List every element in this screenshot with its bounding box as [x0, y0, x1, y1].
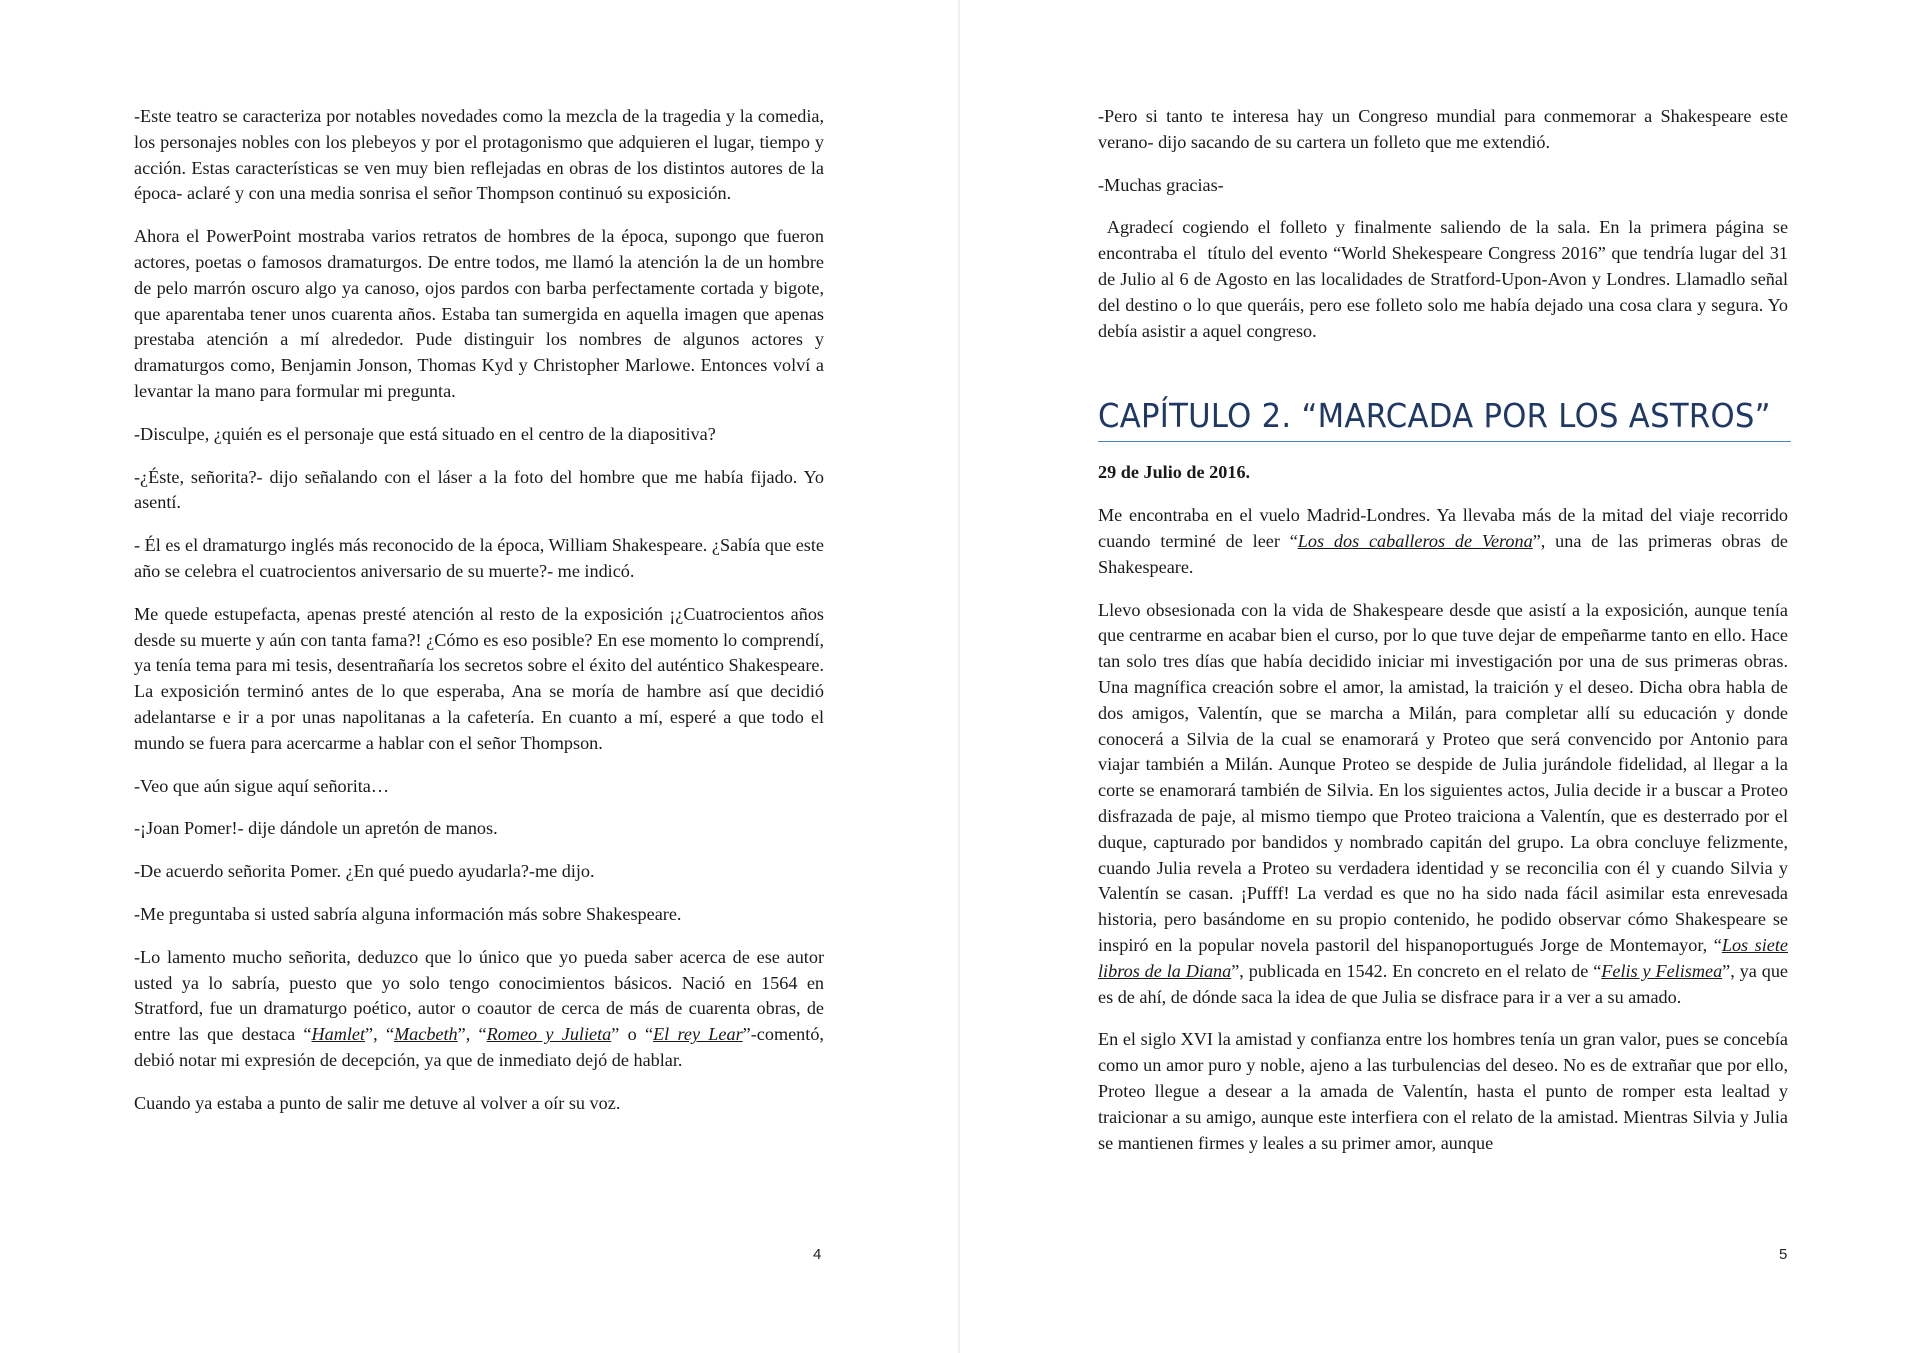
text-run: ”, ya que es de ahí, de dónde saca la idea de que Julia se disfrace para ir a ver a su amado.: [1098, 960, 1788, 1007]
text-run: ”, una de las primeras obras de Shakespeare.: [1098, 530, 1788, 577]
text-run: ”, “: [365, 1024, 395, 1045]
work-title-verona: Los dos caballeros de Verona: [1297, 530, 1533, 551]
work-title-lear: El rey Lear: [653, 1024, 743, 1045]
right-text-column: [1098, 104, 1793, 1173]
paragraph: Agradecí cogiendo el folleto y finalmente saliendo de la sala. En la primera página se encontraba el título del evento “World Shekespeare Congress 2016” que tendría lugar del 31 de Julio al 6 de Agosto en las localidades de Stratford-Upon-Avon y Londres. Llamadlo señal del destino o lo que queráis, pero ese folleto solo me había dejado una cosa clara y segura. Yo debía asistir a aquel congreso.: [1098, 217, 1793, 341]
paragraph: Cuando ya estaba a punto de salir me detuve al volver a oír su voz.: [134, 1092, 621, 1113]
work-title-macbeth: Macbeth: [394, 1024, 458, 1045]
text-run: Me encontraba en el vuelo Madrid-Londres. Ya llevaba más de la mitad del viaje recorrido cuando terminé de leer “: [1098, 505, 1788, 551]
text-run: ”, publicada en 1542. En concreto en el relato de “: [1231, 960, 1602, 981]
text-run: ”, “: [457, 1024, 487, 1045]
paragraph: -Pero si tanto te interesa hay un Congreso mundial para conmemorar a Shakespeare este verano- dijo sacando de su cartera un folleto que me extendió.: [1098, 106, 1788, 152]
chapter-date: 29 de Julio de 2016.: [1098, 462, 1251, 483]
paragraph: -Me preguntaba si usted sabría alguna información más sobre Shakespeare.: [134, 903, 682, 924]
paragraph: -Este teatro se caracteriza por notables novedades como la mezcla de la tragedia y la comedia, los personajes nobles con los plebeyos y por el protagonismo que adquieren el lugar, tiempo y acción. Estas características se ven muy bien reflejadas en obras de los distintos autores de la época- aclaré y con una media sonrisa el señor Thompson continuó su exposición.: [134, 106, 824, 204]
paragraph: Ahora el PowerPoint mostraba varios retratos de hombres de la época, supongo que fueron actores, poetas o famosos dramaturgos. De entre todos, me llamó la atención la de un hombre de pelo marrón oscuro algo ya canoso, ojos pardos con barba perfectamente cortada y bigote, que aparentaba tener unos cuarenta años. Estaba tan sumergida en aquella imagen que apenas prestaba atención a mí alrededor. Pude distinguir los nombres de algunos actores y dramaturgos como, Benjamin Jonson, Thomas Kyd y Christopher Marlowe. Entonces volví a levantar la mano para formular mi pregunta.: [134, 226, 824, 401]
text-run: -Lo lamento mucho señorita, deduzco que lo único que yo pueda saber acerca de ese autor usted ya lo sabría, puesto que yo solo tengo conocimientos básicos. Nació en 1564 en Stratford, fue un dramaturgo poético, autor o coautor de cerca de más de cuarenta obras, de entre las que destaca “: [134, 946, 824, 1045]
text-run: ”-comentó, debió notar mi expresión de decepción, ya que de inmediato dejó de hablar.: [134, 1024, 824, 1070]
page-right: [960, 0, 1920, 1353]
paragraph: -De acuerdo señorita Pomer. ¿En qué puedo ayudarla?-me dijo.: [134, 861, 595, 882]
paragraph: -¡Joan Pomer!- dije dándole un apretón de manos.: [134, 818, 498, 839]
paragraph-summary: [1098, 598, 1788, 1011]
paragraph: -¿Éste, señorita?- dijo señalando con el láser a la foto del hombre que me había fijado. Yo asentí.: [134, 466, 824, 513]
page-number: 5: [1779, 1246, 1788, 1263]
paragraph-flight: [1098, 503, 1788, 580]
left-text-column: [134, 104, 824, 1134]
paragraph: -Veo que aún sigue aquí señorita…: [134, 775, 390, 796]
paragraph: -Disculpe, ¿quién es el personaje que está situado en el centro de la diapositiva?: [134, 423, 716, 444]
work-title-romeo: Romeo y Julieta: [486, 1024, 612, 1045]
page-number: 4: [813, 1246, 822, 1263]
work-title-diana: Los siete libros de la Diana: [1098, 934, 1788, 981]
text-run: Llevo obsesionada con la vida de Shakespeare desde que asistí a la exposición, aunque tenía que centrarme en acabar bien el curso, por lo que tuve dejar de empeñarme tanto en ello. Hace tan solo tres días que había decidido iniciar mi investigación por una de sus primeras obras. Una magnífica creación sobre el amor, la amistad, la traición y el deseo. Dicha obra habla de dos amigos, Valentín, que se marcha a Milán, para completar allí su educación y donde conocerá a Silvia de la cual se enamorará y Proteo que será convencido por Antonio para viajar también a Milán. Aunque Proteo se despide de Julia jurándole fidelidad, al llegar a la corte se enamorará también de Silvia. En los siguientes actos, Julia decide ir a buscar a Proteo disfrazada de paje, al mismo tiempo que Proteo traiciona a Valentín, que es desterrado por el duque, capturado por bandidos y nombrado capitán del grupo. La obra concluye felizmente, cuando Julia revela a Proteo su verdadera identidad y se reconcilia con él y cuando Silvia y Valentín se casan. ¡Pufff! La verdad es que no ha sido nada fácil asimilar esta enrevesada historia, pero basándome en su propio contenido, he podido observar cómo Shakespeare se inspiró en la popular novela pastoril del hispanoportugués Jorge de Montemayor, “: [1098, 599, 1788, 955]
paragraph: En el siglo XVI la amistad y confianza entre los hombres tenía un gran valor, pues se concebía como un amor puro y noble, ajeno a las turbulencias del deseo. No es de extrañar que por ello, Proteo llegue a desear a la amada de Valentín, hasta el punto de romper esta lealtad y traicionar a su amigo, aunque este interfiera con el relato de la amistad. Mientras Silvia y Julia se mantienen firmes y leales a su primer amor, aunque: [1098, 1029, 1788, 1153]
work-title-felis: Felis y Felismea: [1601, 960, 1723, 981]
text-run: ” o “: [611, 1024, 654, 1045]
work-title-hamlet: Hamlet: [311, 1024, 366, 1045]
chapter-title: CAPÍTULO 2. “MARCADA POR LOS ASTROS”: [1098, 394, 1791, 442]
paragraph: -Muchas gracias-: [1098, 174, 1224, 195]
paragraph-works: [134, 945, 824, 1074]
paragraph: - Él es el dramaturgo inglés más reconocido de la época, William Shakespeare. ¿Sabía que este año se celebra el cuatrocientos aniversario de su muerte?- me indicó.: [134, 535, 824, 581]
paragraph: Me quede estupefacta, apenas presté atención al resto de la exposición ¡¿Cuatrocientos años desde su muerte y aún con tanta fama?! ¿Cómo es eso posible? En ese momento lo comprendí, ya tenía tema para mi tesis, desentrañaría los secretos sobre el éxito del auténtico Shakespeare. La exposición terminó antes de lo que esperaba, Ana se moría de hambre así que decidió adelantarse e ir a por unas napolitanas a la cafetería. En cuanto a mí, esperé a que todo el mundo se fuera para acercarme a hablar con el señor Thompson.: [134, 603, 824, 753]
